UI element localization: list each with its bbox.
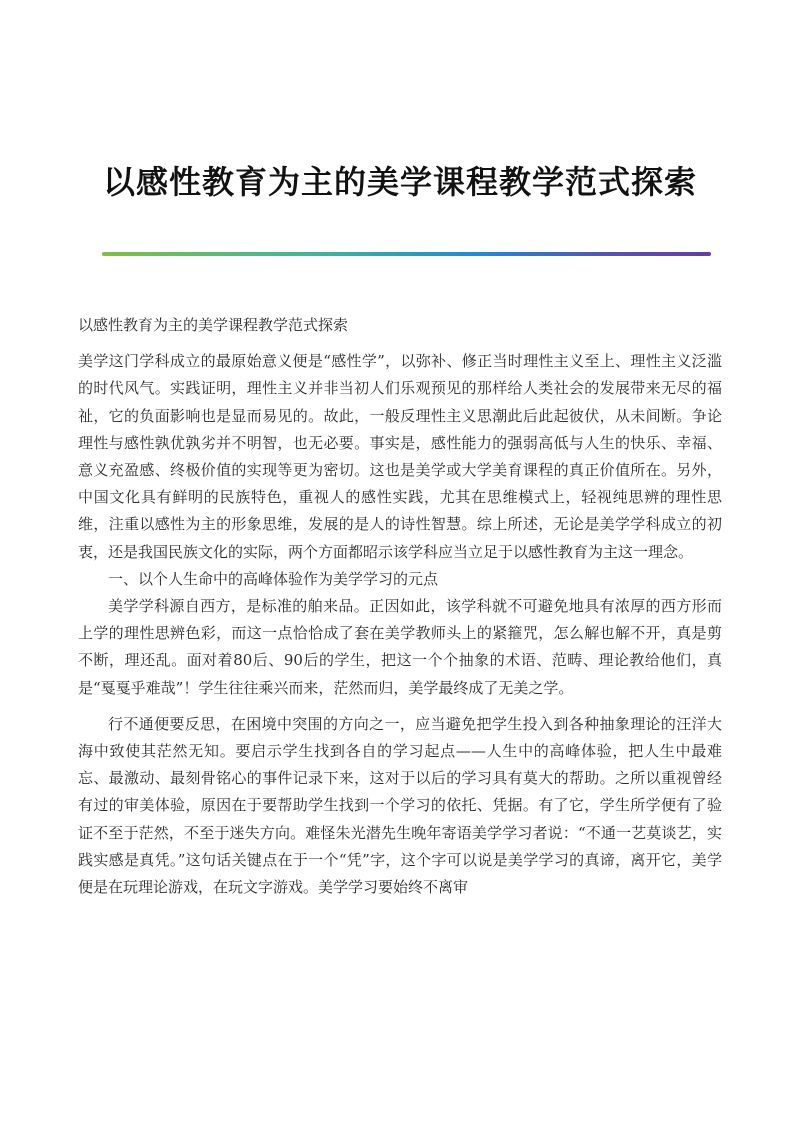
paragraph-section1-a: 美学学科源自西方，是标准的舶来品。正因如此，该学科就不可避免地具有浓厚的西方形而上学的理性思辨色彩，而这一点恰恰成了套在美学教师头上的紧箍咒，怎么解也解不开，真是剪不断，理还乱。面对着80后、90后的学生，把这一个个抽象的术语、范畴、理论教给他们，真是“戛戛乎难哉”！学生往往乘兴而来，茫然而归，美学最终成了无美之学。	[78, 597, 722, 697]
document-title: 以感性教育为主的美学课程教学范式探索	[102, 163, 697, 201]
document-subtitle: 以感性教育为主的美学课程教学范式探索	[78, 316, 349, 334]
title-divider-rule	[102, 252, 711, 256]
document-body	[78, 312, 722, 901]
section-heading-1: 一、以个人生命中的高峰体验作为美学学习的元点	[108, 569, 439, 588]
paragraph-intro: 美学这门学科成立的最原始意义便是“感性学”，以弥补、修正当时理性主义至上、理性主义泛滥的时代风气。实践证明，理性主义并非当初人们乐观预见的那样给人类社会的发展带来无尽的福祉，它的负面影响也是显而易见的。故此，一般反理性主义思潮此后此起彼伏，从未间断。争论理性与感性孰优孰劣并不明智，也无必要。事实是，感性能力的强弱高低与人生的快乐、幸福、意义充盈感、终极价值的实现等更为密切。这也是美学或大学美育课程的真正价值所在。另外，中国文化具有鲜明的民族特色，重视人的感性实践，尤其在思维模式上，轻视纯思辨的理性思维，注重以感性为主的形象思维，发展的是人的诗性智慧。综上所述，无论是美学学科成立的初衷，还是我国民族文化的实际，两个方面都昭示该学科应当立足于以感性教育为主这一理念。	[78, 352, 722, 561]
paragraph-section1-b: 行不通便要反思，在困境中突围的方向之一，应当避免把学生投入到各种抽象理论的汪洋大海中致使其茫然无知。要启示学生找到各自的学习起点——人生中的高峰体验，把人生中最难忘、最激动、最刻骨铭心的事件记录下来，这对于以后的学习具有莫大的帮助。之所以重视曾经有过的审美体验，原因在于要帮助学生找到一个学习的依托、凭据。有了它，学生所学便有了验证不至于茫然，不至于迷失方向。难怪朱光潜先生晚年寄语美学学习者说：“不通一艺莫谈艺，实践实感是真凭。”这句话关键点在于一个“凭”字，这个字可以说是美学学习的真谛，离开它，美学便是在玩理论游戏，在玩文字游戏。美学学习要始终不离审	[78, 714, 722, 897]
